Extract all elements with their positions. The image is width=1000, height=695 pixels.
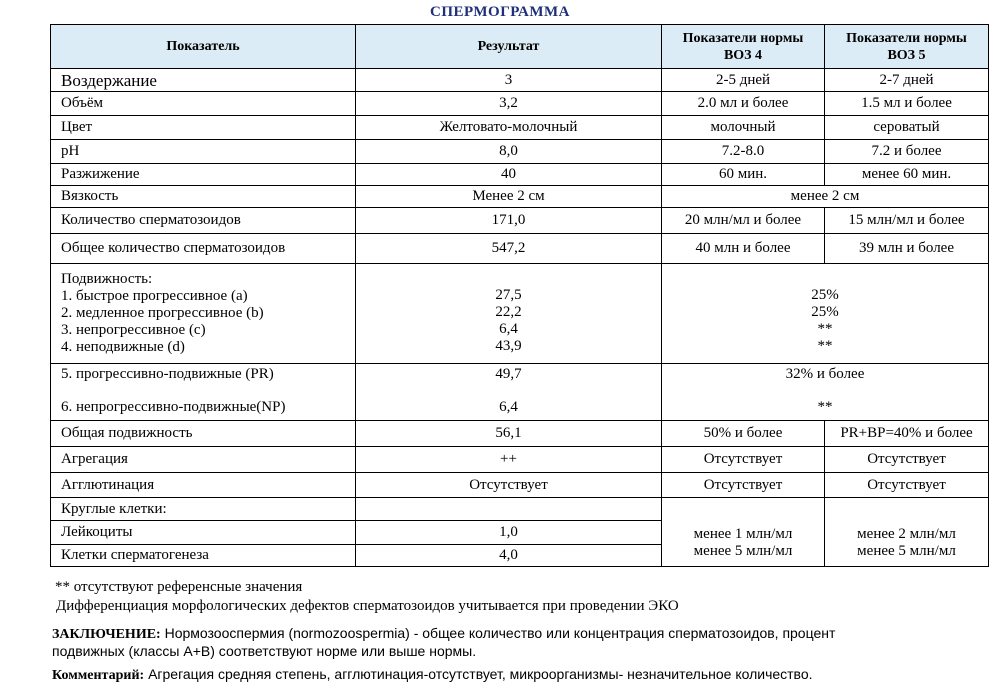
table-row: Воздержание 3 2-5 дней 2-7 дней bbox=[51, 69, 989, 92]
comment bbox=[52, 666, 813, 684]
table-row: Лейкоциты 1,0 bbox=[51, 521, 989, 545]
header-row bbox=[51, 25, 989, 69]
table-row: Общее количество сперматозоидов 547,2 40 млн и более 39 млн и более bbox=[51, 234, 989, 264]
header-who5: Показатели нормы ВОЗ 5 bbox=[825, 25, 989, 69]
spermogram-table bbox=[50, 24, 989, 567]
page-title: СПЕРМОГРАММА bbox=[430, 4, 570, 20]
comment-label: Комментарий: bbox=[52, 668, 145, 683]
table-row-round-cells: Круглые клетки: менее 1 млн/мл менее 5 млн/мл менее 2 млн/мл менее 5 млн/мл bbox=[51, 498, 989, 521]
header-result: Результат bbox=[356, 25, 662, 69]
header-indicator: Показатель bbox=[51, 25, 356, 69]
comment-text: Агрегация средняя степень, агглютинация-отсутствует, микроорганизмы- незначительное количество. bbox=[148, 666, 813, 682]
table-row: Агглютинация Отсутствует Отсутствует Отсутствует bbox=[51, 473, 989, 498]
table-row: Вязкость Менее 2 см менее 2 см bbox=[51, 186, 989, 208]
footnote-reference: ** отсутствуют референсные значения bbox=[55, 579, 303, 595]
table-row: Клетки сперматогенеза 4,0 bbox=[51, 545, 989, 567]
conclusion bbox=[52, 625, 835, 643]
table-row: pH 8,0 7.2-8.0 7.2 и более bbox=[51, 140, 989, 164]
table-row-motility: Подвижность: 1. быстрое прогрессивное (а) 2. медленное прогрессивное (b) 3. непрогрессивное (с) 4. неподвижные (d) 27,5 22,2 6,4 43,9 25% 25% ** ** bbox=[51, 264, 989, 364]
conclusion-line2: подвижных (классы А+В) соответствуют норме или выше нормы. bbox=[52, 643, 477, 659]
table-row: Количество сперматозоидов 171,0 20 млн/мл и более 15 млн/мл и более bbox=[51, 208, 989, 234]
footnote-morphology: Дифференциация морфологических дефектов сперматозоидов учитывается при проведении ЭКО bbox=[56, 598, 679, 614]
table-row: Объём 3,2 2.0 мл и более 1.5 мл и более bbox=[51, 92, 989, 116]
conclusion-label: ЗАКЛЮЧЕНИЕ: bbox=[52, 627, 161, 642]
table-row: Агрегация ++ Отсутствует Отсутствует bbox=[51, 447, 989, 473]
header-who4: Показатели нормы ВОЗ 4 bbox=[662, 25, 825, 69]
table-row-pr-np: 5. прогрессивно-подвижные (PR) 6. непрогрессивно-подвижные(NP) 49,7 6,4 32% и более ** bbox=[51, 364, 989, 421]
table-row: Разжижение 40 60 мин. менее 60 мин. bbox=[51, 164, 989, 186]
conclusion-text: Нормозооспермия (normozoospermia) - общее количество или концентрация сперматозоидов, процент bbox=[164, 625, 836, 641]
table-row: Общая подвижность 56,1 50% и более PR+BP=40% и более bbox=[51, 421, 989, 447]
table-row: Цвет Желтовато-молочный молочный сероватый bbox=[51, 116, 989, 140]
